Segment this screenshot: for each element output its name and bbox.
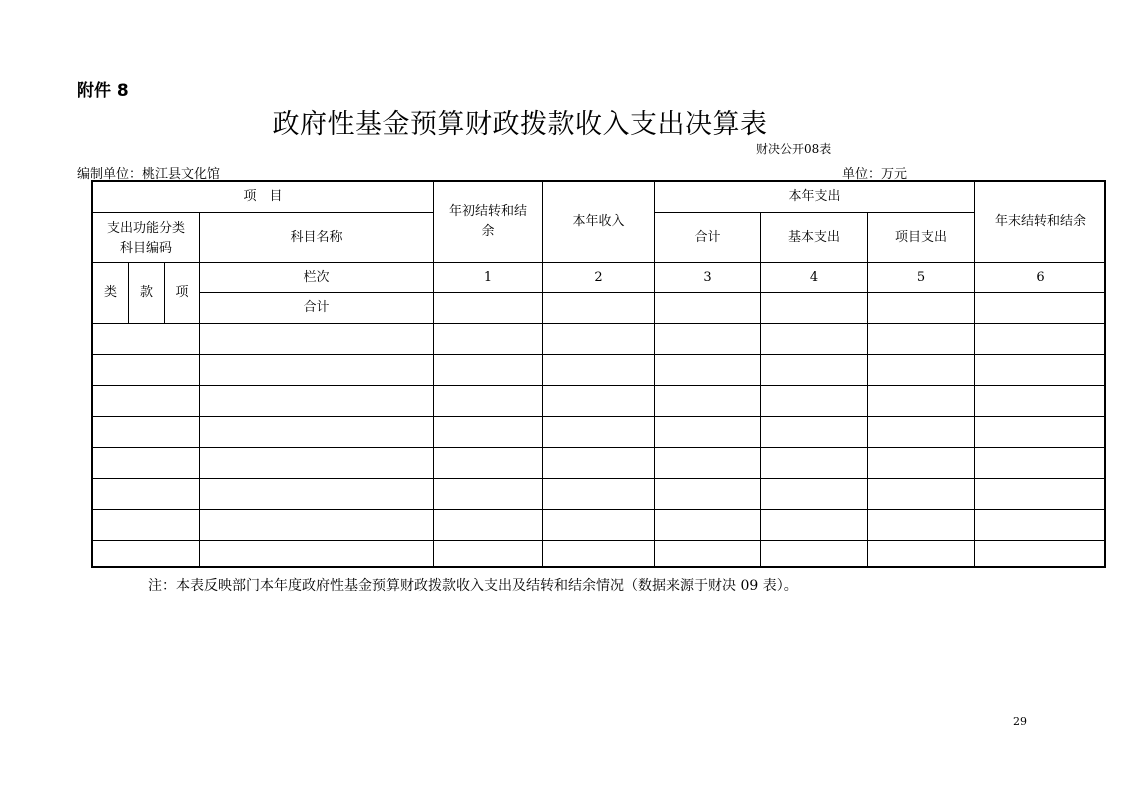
table-cell — [761, 448, 868, 479]
header-lei: 类 — [93, 263, 129, 324]
table-cell — [543, 448, 655, 479]
table-cell — [655, 355, 761, 386]
table-cell — [655, 541, 761, 566]
table-cell — [761, 510, 868, 541]
table-cell — [761, 479, 868, 510]
table-cell — [975, 417, 1106, 448]
table-cell — [543, 386, 655, 417]
table-cell — [200, 479, 434, 510]
table-cell — [543, 541, 655, 566]
table-cell — [868, 355, 975, 386]
table-cell — [93, 541, 200, 566]
header-basic-expense: 基本支出 — [761, 213, 868, 263]
table-cell — [975, 479, 1106, 510]
table-cell — [434, 386, 543, 417]
table-note: 注：本表反映部门本年度政府性基金预算财政拨款收入支出及结转和结余情况（数据来源于财决 09 表）。 — [148, 578, 798, 594]
header-closing-balance: 年末结转和结余 — [975, 182, 1106, 263]
table-cell — [868, 293, 975, 324]
table-cell — [93, 324, 200, 355]
table-cell — [93, 479, 200, 510]
table-cell — [655, 479, 761, 510]
attachment-label: 附件 8 — [77, 81, 129, 101]
column-number: 5 — [868, 263, 975, 293]
table-cell — [975, 510, 1106, 541]
table-cell — [200, 541, 434, 566]
column-index-label: 栏次 — [200, 263, 434, 293]
table-cell — [655, 448, 761, 479]
table-cell — [868, 510, 975, 541]
table-cell — [434, 324, 543, 355]
table-cell — [761, 324, 868, 355]
budget-table — [91, 180, 1106, 568]
header-xiang: 项 — [165, 263, 200, 324]
table-cell — [868, 417, 975, 448]
table-cell — [434, 293, 543, 324]
table-cell — [93, 448, 200, 479]
table-cell — [434, 355, 543, 386]
table-cell — [200, 448, 434, 479]
table-cell — [543, 479, 655, 510]
table-cell — [434, 479, 543, 510]
table-cell — [543, 324, 655, 355]
header-project-expense: 项目支出 — [868, 213, 975, 263]
column-number: 3 — [655, 263, 761, 293]
header-function-class-code: 支出功能分类 科目编码 — [93, 213, 200, 263]
table-cell — [868, 386, 975, 417]
table-cell — [200, 386, 434, 417]
table-cell — [868, 448, 975, 479]
table-cell — [200, 324, 434, 355]
table-cell — [975, 541, 1106, 566]
table-cell — [868, 324, 975, 355]
table-cell — [975, 293, 1106, 324]
table-cell — [975, 324, 1106, 355]
table-cell — [975, 386, 1106, 417]
table-cell — [200, 510, 434, 541]
header-expense-total: 合计 — [655, 213, 761, 263]
header-opening-balance: 年初结转和结 余 — [434, 182, 543, 263]
table-cell — [761, 386, 868, 417]
column-number: 2 — [543, 263, 655, 293]
table-cell — [761, 355, 868, 386]
column-number: 1 — [434, 263, 543, 293]
table-cell — [761, 541, 868, 566]
table-cell — [434, 510, 543, 541]
table-cell — [93, 510, 200, 541]
table-cell — [200, 355, 434, 386]
table-cell — [868, 541, 975, 566]
table-cell — [200, 417, 434, 448]
table-cell — [543, 293, 655, 324]
header-current-income: 本年收入 — [543, 182, 655, 263]
table-cell — [434, 417, 543, 448]
table-cell — [975, 448, 1106, 479]
header-current-expense: 本年支出 — [655, 182, 975, 213]
table-cell — [655, 386, 761, 417]
table-cell — [93, 386, 200, 417]
table-cell — [543, 417, 655, 448]
table-cell — [93, 355, 200, 386]
table-cell — [93, 417, 200, 448]
page-title: 政府性基金预算财政拨款收入支出决算表 — [272, 109, 768, 140]
table-cell — [655, 510, 761, 541]
table-cell — [655, 324, 761, 355]
organization-unit: 编制单位：桃江县文化馆 — [77, 167, 221, 182]
table-cell — [434, 448, 543, 479]
money-unit: 单位：万元 — [842, 167, 908, 182]
table-cell — [868, 479, 975, 510]
column-number: 4 — [761, 263, 868, 293]
total-label: 合计 — [200, 293, 434, 324]
header-kuan: 款 — [129, 263, 165, 324]
table-cell — [434, 541, 543, 566]
header-project: 项 目 — [93, 182, 434, 213]
table-cell — [975, 355, 1106, 386]
table-cell — [543, 355, 655, 386]
table-cell — [543, 510, 655, 541]
column-number: 6 — [975, 263, 1106, 293]
table-cell — [761, 417, 868, 448]
table-cell — [655, 293, 761, 324]
page-number: 29 — [1013, 715, 1027, 728]
header-subject-name: 科目名称 — [200, 213, 434, 263]
form-code: 财决公开08表 — [756, 142, 832, 156]
table-cell — [655, 417, 761, 448]
table-cell — [761, 293, 868, 324]
